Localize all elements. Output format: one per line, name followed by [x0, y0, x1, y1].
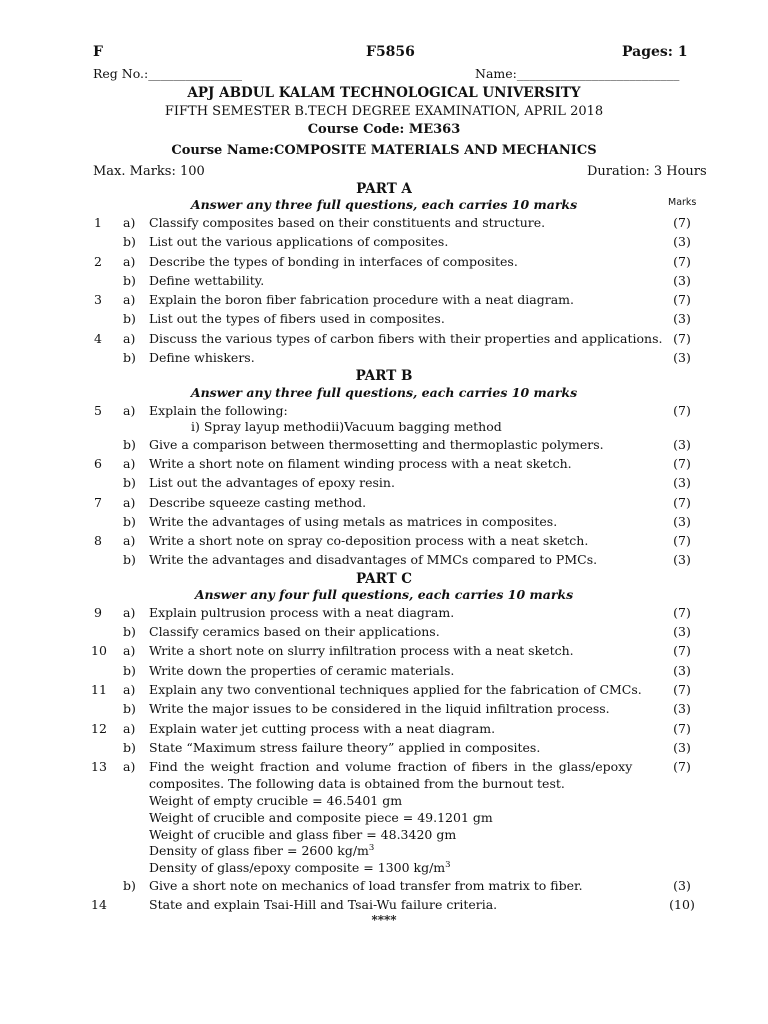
part-c-title: PART C [355, 571, 413, 587]
end-mark: **** [371, 913, 397, 927]
question-text: Write a short note on spray co-deposition process with a neat sketch. [149, 533, 589, 548]
part-a-instruction: Answer any three full questions, each carries 10 marks [190, 197, 578, 212]
sub-question-label: a) [123, 759, 136, 774]
paper-code: F5856 [366, 44, 415, 60]
question-row [0, 495, 768, 514]
question-row [0, 552, 768, 571]
question-marks: (3) [673, 475, 691, 490]
question-marks: (3) [673, 350, 691, 365]
question-marks: (3) [673, 437, 691, 452]
question-text: Write the advantages of using metals as matrices in composites. [149, 514, 558, 529]
question-text: Write the major issues to be considered in the liquid infiltration process. [149, 701, 610, 716]
part-b-title: PART B [355, 368, 413, 384]
question-text: List out the types of fibers used in composites. [149, 311, 445, 326]
question-row [0, 234, 768, 253]
question-text: List out the various applications of composites. [149, 234, 449, 249]
sub-question-label: b) [123, 663, 136, 678]
question-row [0, 254, 768, 273]
question-row [0, 292, 768, 311]
superscript: 3 [445, 860, 451, 870]
sub-question-label: b) [123, 234, 136, 249]
part-a-title: PART A [356, 181, 412, 197]
question-number: 2 [94, 254, 102, 269]
question-row [0, 663, 768, 682]
question-marks: (7) [673, 254, 691, 269]
sub-question-label: a) [123, 403, 136, 418]
question-marks: (7) [673, 292, 691, 307]
sub-question-label: a) [123, 215, 136, 230]
question-marks: (7) [673, 331, 691, 346]
question-marks: (3) [673, 273, 691, 288]
question-marks: (7) [673, 403, 691, 418]
question-text: Classify ceramics based on their applications. [149, 624, 440, 639]
question-text: Explain the boron fiber fabrication procedure with a neat diagram. [149, 292, 574, 307]
question-row [0, 475, 768, 494]
exam-title: FIFTH SEMESTER B.TECH DEGREE EXAMINATION, APRIL 2018 [164, 104, 604, 119]
page-count: Pages: 1 [622, 44, 688, 60]
question-text: Describe squeeze casting method. [149, 495, 367, 510]
marks-column-header: Marks [668, 197, 697, 208]
sub-question-label: b) [123, 552, 136, 567]
question-text: Find the weight fraction and volume fraction of fibers in the glass/epoxy [149, 759, 633, 774]
question-row [0, 215, 768, 234]
question-text: Discuss the various types of carbon fibers with their properties and applications. [149, 331, 663, 346]
question-marks: (10) [669, 897, 695, 912]
question-marks: (3) [673, 234, 691, 249]
sub-question-label: b) [123, 475, 136, 490]
question-text: State and explain Tsai-Hill and Tsai-Wu failure criteria. [149, 897, 498, 912]
question-marks: (7) [673, 456, 691, 471]
question-marks: (7) [673, 721, 691, 736]
duration: Duration: 3 Hours [587, 164, 707, 179]
question-row [0, 624, 768, 643]
question-marks: (3) [673, 514, 691, 529]
sub-question-label: b) [123, 624, 136, 639]
sub-question-label: b) [123, 514, 136, 529]
data-line-density-composite [149, 860, 451, 875]
question-row [0, 273, 768, 292]
data-line-density-fiber [149, 843, 374, 858]
question-number: 3 [94, 292, 102, 307]
course-name [0, 143, 768, 158]
question-number: 12 [91, 721, 107, 736]
sub-question-label: b) [123, 437, 136, 452]
question-row [0, 533, 768, 552]
course-name-label: Course Name: [171, 143, 274, 158]
question-text: Define whiskers. [149, 350, 255, 365]
question-marks: (3) [673, 701, 691, 716]
question-number: 10 [91, 643, 107, 658]
sub-question-label: a) [123, 643, 136, 658]
question-text: Define wettability. [149, 273, 265, 288]
question-row [0, 331, 768, 350]
max-marks: Max. Marks: 100 [93, 164, 205, 179]
sub-question-label: a) [123, 533, 136, 548]
question-marks: (3) [673, 552, 691, 567]
sub-question-label: a) [123, 292, 136, 307]
question-row [0, 311, 768, 330]
sub-question-label: b) [123, 311, 136, 326]
sub-question-label: a) [123, 682, 136, 697]
sub-question-label: b) [123, 701, 136, 716]
question-number: 14 [91, 897, 107, 912]
reg-no-field: Reg No.:_______________ [93, 66, 242, 81]
question-number: 6 [94, 456, 102, 471]
question-marks: (7) [673, 759, 691, 774]
question-number: 8 [94, 533, 102, 548]
question-text: Explain any two conventional techniques applied for the fabrication of CMCs. [149, 682, 642, 697]
question-row [0, 740, 768, 759]
question-number: 9 [94, 605, 102, 620]
paper-series: F [93, 44, 103, 60]
sub-question-label: a) [123, 254, 136, 269]
question-number: 11 [91, 682, 107, 697]
question-text: Write a short note on filament winding process with a neat sketch. [149, 456, 572, 471]
question-number: 1 [94, 215, 102, 230]
sub-question-label: a) [123, 456, 136, 471]
sub-question-label: b) [123, 273, 136, 288]
question-number: 7 [94, 495, 102, 510]
question-text: Give a short note on mechanics of load transfer from matrix to fiber. [149, 878, 583, 893]
question-number: 4 [94, 331, 102, 346]
part-b-instruction: Answer any three full questions, each carries 10 marks [190, 385, 578, 400]
sub-question-label: b) [123, 740, 136, 755]
density-fiber-text: Density of glass fiber = 2600 kg/m [149, 843, 369, 859]
question-marks: (7) [673, 495, 691, 510]
question-text: Write a short note on slurry infiltration process with a neat sketch. [149, 643, 574, 658]
question-text: Explain the following: [149, 403, 288, 418]
sub-question-label: b) [123, 350, 136, 365]
sub-question-label: a) [123, 331, 136, 346]
question-marks: (3) [673, 740, 691, 755]
question-continuation: i) Spray layup methodii)Vacuum bagging method [191, 419, 502, 434]
question-marks: (7) [673, 682, 691, 697]
course-name-value: COMPOSITE MATERIALS AND MECHANICS [273, 143, 597, 158]
question-row [0, 682, 768, 701]
question-marks: (7) [673, 215, 691, 230]
question-text: Explain water jet cutting process with a neat diagram. [149, 721, 496, 736]
question-number: 13 [91, 759, 107, 774]
question-text: Write down the properties of ceramic materials. [149, 663, 455, 678]
question-marks: (3) [673, 878, 691, 893]
question-text: Explain pultrusion process with a neat diagram. [149, 605, 455, 620]
data-line: Weight of crucible and glass fiber = 48.3420 gm [149, 827, 457, 842]
question-row [0, 437, 768, 456]
question-number: 5 [94, 403, 102, 418]
course-code: Course Code: ME363 [307, 122, 461, 137]
question-text: State “Maximum stress failure theory” applied in composites. [149, 740, 541, 755]
question-row [0, 605, 768, 624]
question-row [0, 456, 768, 475]
data-line: Weight of crucible and composite piece = 49.1201 gm [149, 810, 493, 825]
density-composite-text: Density of glass/epoxy composite = 1300 kg/m [149, 860, 446, 876]
question-row [0, 878, 768, 897]
question-marks: (7) [673, 533, 691, 548]
sub-question-label: a) [123, 605, 136, 620]
question-text: Give a comparison between thermosetting and thermoplastic polymers. [149, 437, 604, 452]
sub-question-label: b) [123, 878, 136, 893]
question-marks: (7) [673, 605, 691, 620]
question-row [0, 514, 768, 533]
sub-question-label: a) [123, 495, 136, 510]
question-marks: (3) [673, 663, 691, 678]
question-marks: (3) [673, 311, 691, 326]
question-text: Write the advantages and disadvantages of MMCs compared to PMCs. [149, 552, 598, 567]
question-row [0, 701, 768, 720]
question-continuation: composites. The following data is obtained from the burnout test. [149, 776, 565, 791]
question-row [0, 721, 768, 740]
data-line: Weight of empty crucible = 46.5401 gm [149, 793, 403, 808]
superscript: 3 [368, 843, 375, 853]
question-text: Describe the types of bonding in interfaces of composites. [149, 254, 518, 269]
question-marks: (7) [673, 643, 691, 658]
question-row [0, 643, 768, 662]
name-field: Name:__________________________ [475, 66, 680, 81]
question-row [0, 350, 768, 369]
question-text: Classify composites based on their constituents and structure. [149, 215, 546, 230]
part-c-instruction: Answer any four full questions, each carries 10 marks [194, 587, 574, 602]
question-marks: (3) [673, 624, 691, 639]
question-text: List out the advantages of epoxy resin. [149, 475, 395, 490]
sub-question-label: a) [123, 721, 136, 736]
university-name: APJ ABDUL KALAM TECHNOLOGICAL UNIVERSITY [187, 85, 581, 101]
